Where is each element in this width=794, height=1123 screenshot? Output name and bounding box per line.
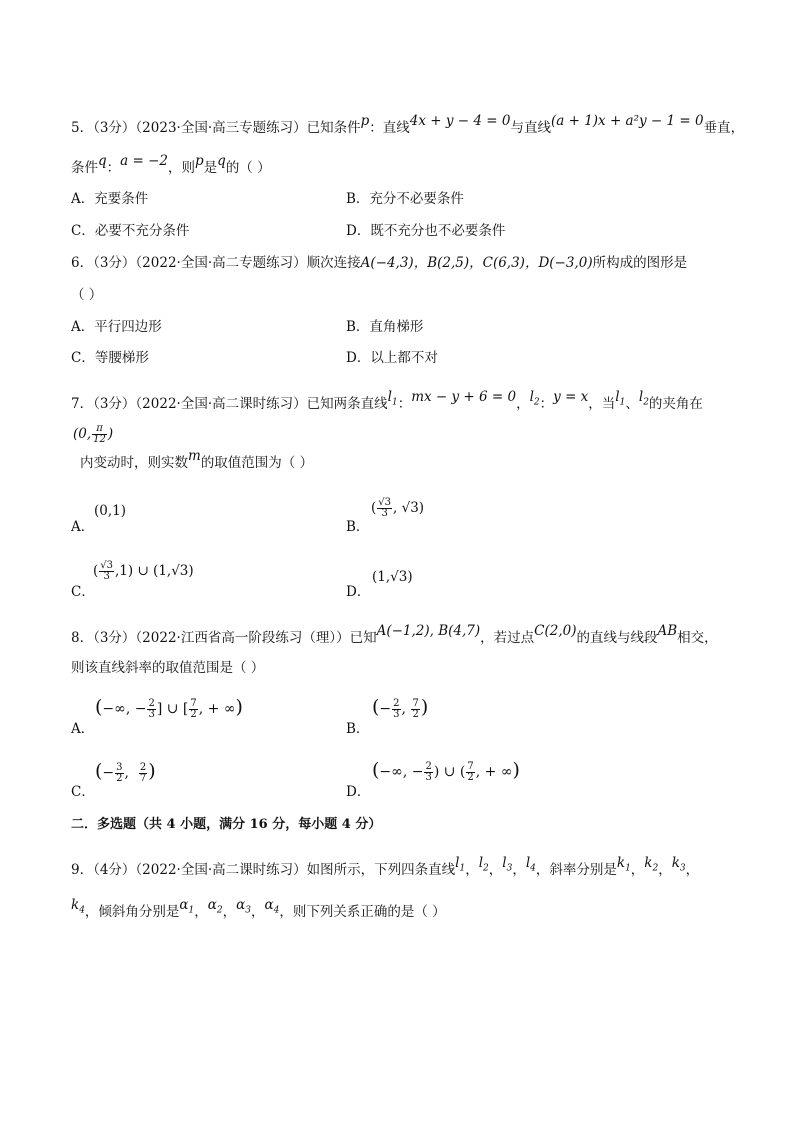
q5-condition: a = −2 bbox=[120, 153, 168, 169]
q8-option-c-value: (− $\frac{3}{2}$ , $\frac{2}{7}$ ) bbox=[95, 760, 156, 784]
q6-points: A(−4,3)，B(2,5)，C(6,3)，D(−3,0) bbox=[360, 255, 593, 271]
q7-option-b-value: ( $\frac{√3}{3}$ , √3) bbox=[371, 497, 425, 519]
q8-option-a-label[interactable]: A． bbox=[71, 721, 95, 737]
q8-option-d-label[interactable]: D． bbox=[346, 784, 371, 800]
q5-line2: 条件q：a = −2，则p是q的（ ） bbox=[71, 153, 271, 176]
q7-equation-1: mx − y + 6 = 0 bbox=[411, 389, 517, 405]
q8-option-c-label[interactable]: C． bbox=[71, 784, 95, 800]
q5-line1: 5．（3分）（2023·全国·高三专题练习）已知条件p：直线4x + y − 4 = 0与直线(a + 1)x + a²y − 1 = 0垂直， bbox=[71, 113, 745, 136]
q5-equation-2: (a + 1)x + a²y − 1 = 0 bbox=[550, 113, 704, 129]
q6-paren: （ ） bbox=[71, 287, 103, 303]
q8-point-c: C(2,0) bbox=[534, 623, 577, 639]
q6-line1: 6．（3分）（2022·全国·高二专题练习）顺次连接A(−4,3)，B(2,5)，C(6,3)，D(−3,0)所构成的图形是 bbox=[71, 255, 688, 271]
q7-option-d-value: (1,√3) bbox=[372, 569, 413, 585]
q5-option-a[interactable]: A．充要条件 bbox=[71, 191, 149, 207]
q7-equation-2: y = x bbox=[553, 389, 589, 405]
q7-line2-text: 内变动时，则实数m的取值范围为（ ） bbox=[80, 448, 314, 471]
q8-option-b-value: (− $\frac{2}{3}$ , $\frac{7}{2}$ ) bbox=[372, 696, 429, 720]
q9-line2: $k_4$，倾斜角分别是$\alpha_1$，$\alpha_2$，$\alpha_3$，$\alpha_4$，则下列关系正确的是（ ） bbox=[71, 897, 446, 920]
q7-option-a-label[interactable]: A． bbox=[71, 519, 95, 535]
q7-option-b-label[interactable]: B． bbox=[346, 519, 370, 535]
q8-option-a-value: (−∞, − $\frac{2}{3}$ ] ∪ [ $\frac{7}{2}$ , + ∞) bbox=[95, 696, 243, 720]
q7-angle-range: (0, $\frac{\pi}{12}$ ) bbox=[73, 423, 114, 445]
q5-option-b[interactable]: B．充分不必要条件 bbox=[346, 191, 464, 207]
q6-option-d[interactable]: D．以上都不对 bbox=[346, 350, 438, 366]
q7-option-a-value: (0,1) bbox=[94, 503, 127, 519]
q5-option-d[interactable]: D．既不充分也不必要条件 bbox=[346, 223, 506, 239]
q8-option-b-label[interactable]: B． bbox=[346, 721, 370, 737]
q7-option-c-label[interactable]: C． bbox=[71, 584, 95, 600]
q5-option-c[interactable]: C．必要不充分条件 bbox=[71, 223, 190, 239]
q8-line1: 8．（3分）（2022·江西省高一阶段练习（理））已知A(−1,2), B(4,7)，若过点C(2,0)的直线与线段AB相交， bbox=[71, 623, 718, 646]
q8-points: A(−1,2), B(4,7) bbox=[376, 623, 481, 639]
q9-line1: 9．（4分）（2022·全国·高二课时练习）如图所示，下列四条直线$l_1$，$l_2$，$l_3$，$l_4$，斜率分别是$k_1$，$k_2$，$k_3$， bbox=[71, 855, 700, 878]
q8-option-d-value: (−∞, − $\frac{2}{3}$ ) ∪ ( $\frac{7}{2}$ , + ∞) bbox=[372, 759, 520, 783]
q6-option-c[interactable]: C．等腰梯形 bbox=[71, 350, 149, 366]
var-p: p bbox=[360, 113, 370, 129]
q7-line2 bbox=[73, 423, 114, 453]
section-heading-multiple-choice: 二．多选题（共 4 小题，满分 16 分，每小题 4 分） bbox=[71, 817, 382, 832]
q8-line2: 则该直线斜率的取值范围是（ ） bbox=[71, 660, 265, 676]
q7-option-c-value: ( $\frac{√3}{3}$ ,1) ∪ (1,√3) bbox=[93, 560, 194, 582]
q7-line1: 7．（3分）（2022·全国·高二课时练习）已知两条直线$l_1$：mx − y + 6 = 0，$l_2$：y = x，当$l_1$、$l_2$的夹角在 bbox=[71, 389, 703, 412]
q6-option-b[interactable]: B．直角梯形 bbox=[346, 319, 424, 335]
q5-equation-1: 4x + y − 4 = 0 bbox=[409, 113, 511, 129]
q7-option-d-label[interactable]: D． bbox=[346, 584, 371, 600]
q6-option-a[interactable]: A．平行四边形 bbox=[71, 319, 162, 335]
